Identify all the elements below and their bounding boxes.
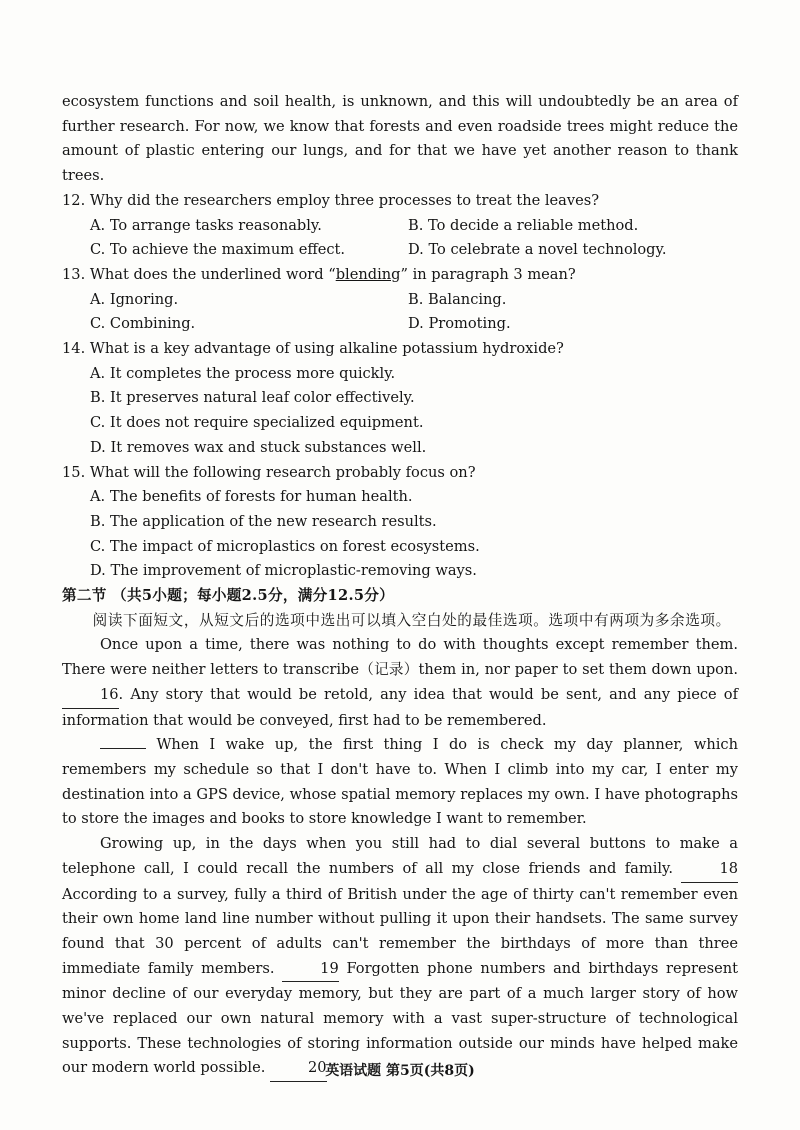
option-d: D. The improvement of microplastic-removing ways. [90, 562, 477, 580]
option-d: D. Promoting. [408, 315, 511, 333]
option-a: A. The benefits of forests for human health. [90, 488, 413, 506]
page-content [62, 90, 738, 1082]
option-d: D. To celebrate a novel technology. [408, 241, 667, 259]
passage-c-ending: ecosystem functions and soil health, is unknown, and this will undoubtedly be an area of further research. For now, we know that forests and even roadside trees might reduce the amount of plastic entering our lungs, and for that we have yet another reason to thank trees. [62, 93, 738, 185]
question-stem [62, 263, 738, 288]
passage-text: According to a survey, fully a third of British under the age of thirty can't remember even their own home land line number without pulling it upon their handsets. The same survey found that 30 percent of adults can't remember the birthdays of more than three immediate family members. [62, 885, 738, 977]
question-14 [62, 337, 738, 461]
passage-text: Any story that would be retold, any idea that would be sent, and any piece of information that would be conveyed, first had to be remembered. [62, 685, 738, 729]
option-b: B. To decide a reliable method. [408, 216, 639, 234]
question-15 [62, 461, 738, 585]
question-stem: 12. Why did the researchers employ three processes to treat the leaves? [62, 191, 600, 209]
option-c: C. Combining. [90, 315, 196, 333]
answer-blank-20[interactable]: 20 [270, 1056, 327, 1082]
question-stem: 14. What is a key advantage of using alkaline potassium hydroxide? [62, 340, 564, 358]
section-heading: 第二节 （共5小题；每小题2.5分，满分12.5分） [62, 587, 395, 605]
option-a: A. It completes the process more quickly. [90, 364, 396, 382]
option-a: A. Ignoring. [90, 290, 179, 308]
underlined-word: blending [335, 265, 401, 283]
passage-text: Growing up, in the days when you still had to dial several buttons to make a telephone call, I could recall the numbers of all my close friends and family. [62, 835, 738, 877]
question-12 [62, 189, 738, 263]
option-a: A. To arrange tasks reasonably. [90, 216, 322, 234]
answer-blank-18[interactable]: 18 [681, 857, 738, 883]
option-c: C. The impact of microplastics on forest ecosystems. [90, 537, 480, 555]
passage-text: Forgotten phone numbers and birthdays represent minor decline of our everyday memory, but they are part of a much larger story of how we've replaced our own natural memory with a vast super-structure of technological supports. These technologies of storing information outside our minds have helped make our modern world possible. [62, 959, 739, 1077]
option-b: B. The application of the new research results. [90, 512, 437, 530]
option-c: C. To achieve the maximum effect. [90, 241, 346, 259]
question-13 [62, 263, 738, 337]
option-c: C. It does not require specialized equipment. [90, 414, 424, 432]
option-b: B. It preserves natural leaf color effectively. [90, 389, 415, 407]
section-instructions: 阅读下面短文，从短文后的选项中选出可以填入空白处的最佳选项。选项中有两项为多余选项。 [92, 611, 731, 629]
question-stem: 15. What will the following research probably focus on? [62, 463, 476, 481]
answer-blank-19[interactable]: 19 [282, 957, 339, 983]
passage-paragraph-3 [62, 832, 738, 1082]
option-d: D. It removes wax and stuck substances well. [90, 438, 427, 456]
passage-paragraph-1: Once upon a time, there was nothing to do with thoughts except remember them. There were neither letters to transcribe（记录）them in, nor paper to set them down upon. 16. Any story that would be retold, any idea that would be sent, and any piece of information that would be conveyed, first had to be remembered. [62, 636, 738, 729]
option-b: B. Balancing. [408, 290, 507, 308]
passage-paragraph-2 [62, 733, 738, 832]
passage-text: When I wake up, the first thing I do is check my day planner, which remembers my schedule so that I don't have to. When I climb into my car, I enter my destination into a GPS device, whose spatial memory replaces my own. I have photographs to store the images and books to store knowledge I want to remember. [62, 736, 738, 828]
answer-blank-17[interactable] [100, 748, 146, 749]
page-footer: 英语试题 第5页(共8页) [325, 1063, 475, 1079]
question-stem-before: 13. What does the underlined word “ [62, 265, 336, 283]
question-stem-after: ” in paragraph 3 mean? [400, 265, 576, 283]
answer-blank-16[interactable]: 16 [62, 683, 119, 709]
passage-text: Once upon a time, there was nothing to do with thoughts except remember them. There were neither letters to transcribe（记录）them in, nor paper to set them down upon. [62, 636, 738, 679]
